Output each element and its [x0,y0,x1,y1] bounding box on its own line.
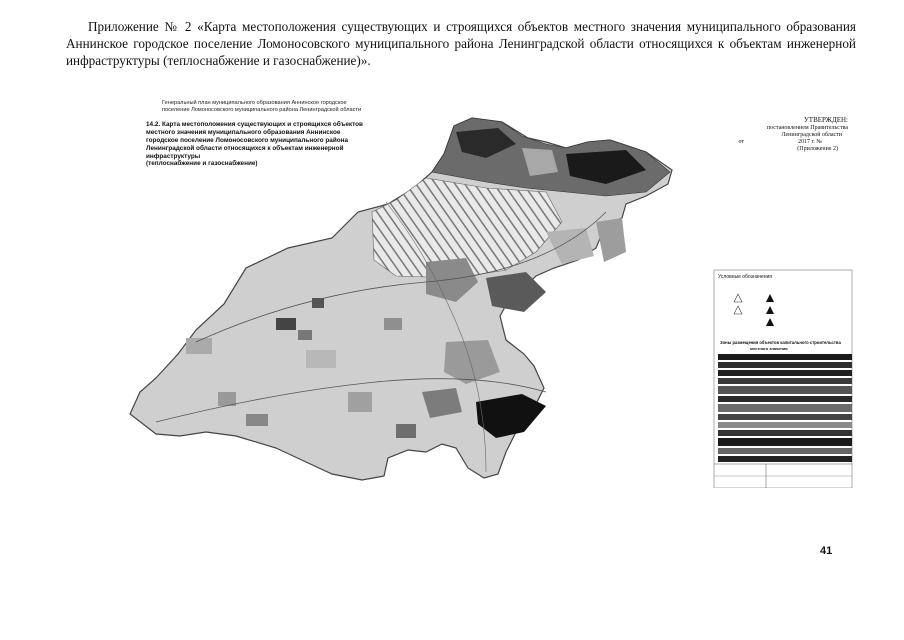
zones-subtitle: местного значения [750,346,788,351]
municipal-territory [130,118,672,480]
approval-line2: постановлением Правительства [766,125,848,131]
approval-stamp [738,116,848,152]
approval-line4-prefix: от [738,139,744,145]
map-title-line5: инфраструктуры [146,153,201,160]
map-figure [126,92,864,488]
approval-line4: 2017 г. № [797,139,822,145]
map-header-line1: Генеральный план муниципального образования Аннинское городское [162,100,347,106]
approval-line1: УТВЕРЖДЕН: [803,116,848,124]
map-title-line4: Ленинградской области относящихся к объектам инженерной [146,145,344,152]
zones-title: Зоны размещения объектов капитального строительства [720,340,841,345]
approval-line3: Ленинградской области [781,132,842,138]
map-title-line6: (теплоснабжение и газоснабжение) [146,160,258,167]
approval-line5: (Приложение 2) [797,146,838,152]
map-header-line2: поселение Ломоносовского муниципального района Ленинградской области [162,107,362,113]
page-number: 41 [820,545,833,557]
map-title-line3: городское поселение Ломоносовского муниципального района [146,137,349,144]
page-heading: Приложение № 2 «Карта местоположения существующих и строящихся объектов местного значения муниципального образования Аннинское городское поселение Ломоносовского муниципального района Ленинградской области относящихся к объектам инженерной инфраструктуры (теплоснабжение и газоснабжение)». [66,19,856,68]
map-legend [714,270,852,488]
legend-title: Условные обозначения [718,274,773,280]
map-title [146,120,363,167]
map-title-line2: местного значения муниципального образования Аннинское [146,129,341,136]
legend-swatches [718,354,852,462]
map-title-line1: 14.2. Карта местоположения существующих и строящихся объектов [146,121,363,128]
